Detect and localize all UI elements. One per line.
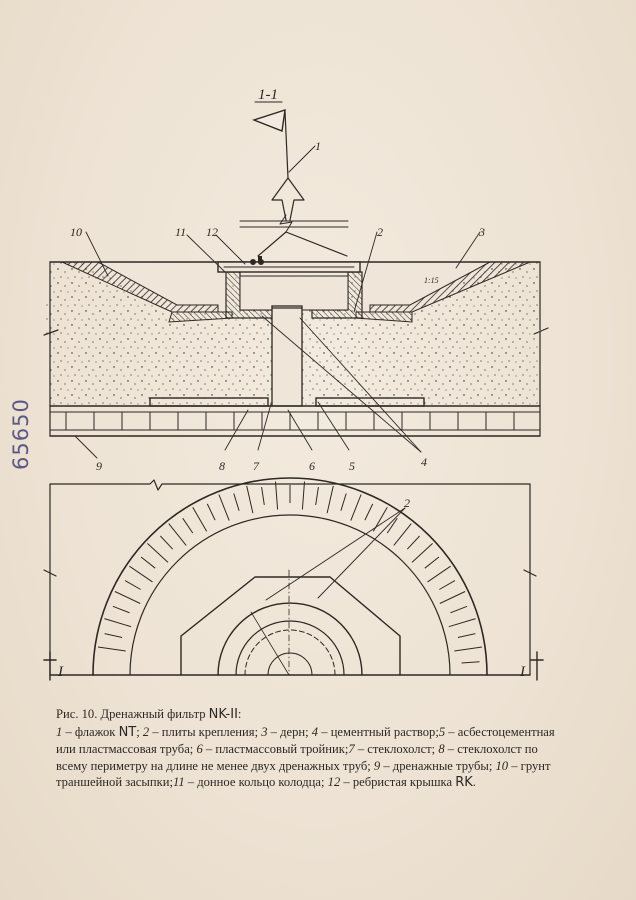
legend-number: 9 — [373, 758, 381, 773]
hatch-stroke — [104, 619, 131, 627]
hatch-stroke — [341, 494, 346, 511]
hatch-stroke — [129, 566, 152, 582]
legend-number: 2 — [142, 724, 150, 739]
callout-8: 8 — [219, 459, 225, 473]
callout-6: 6 — [309, 459, 315, 473]
callout-10: 10 — [70, 225, 82, 239]
legend-number: 8 — [438, 742, 445, 757]
legend-item — [261, 725, 312, 739]
legend-number: 1 — [56, 724, 63, 739]
hatch-stroke — [428, 566, 451, 582]
figure-caption — [56, 706, 566, 792]
legend-item — [312, 725, 439, 739]
legend-text: – пластмассовый тройник; — [202, 742, 349, 757]
hatch-stroke — [147, 543, 168, 562]
legend-text: – стеклохолст по всему периметру на длине не менее двух дренажных труб; — [56, 742, 538, 773]
hatch-stroke — [98, 647, 126, 651]
legend-text: – флажок — [62, 724, 119, 739]
caption-legend — [56, 724, 566, 792]
callout-5: 5 — [349, 459, 355, 473]
callout-3: 3 — [479, 225, 485, 239]
hatch-stroke — [193, 507, 207, 531]
callout-7: 7 — [253, 459, 259, 473]
legend-item — [328, 775, 476, 789]
turf-hatching — [98, 482, 482, 664]
turf-ring-inner — [130, 515, 450, 675]
hatch-stroke — [449, 619, 476, 627]
callout-9: 9 — [96, 459, 102, 473]
hatch-stroke — [407, 536, 419, 549]
tee-outline — [268, 653, 312, 675]
legend-code: RK — [455, 775, 473, 791]
legend-item — [348, 742, 438, 756]
hatch-stroke — [125, 581, 141, 590]
hatch-stroke — [207, 504, 215, 520]
legend-item — [173, 775, 328, 789]
section-view — [44, 87, 548, 473]
hatch-stroke — [458, 634, 476, 638]
hatch-stroke — [412, 543, 433, 562]
pipe-joints — [66, 412, 514, 430]
legend-item — [56, 725, 143, 739]
legend-number: 4 — [311, 724, 319, 739]
legend-text: – дерн; — [267, 724, 312, 739]
caption-title-prefix: Рис. 10. Дренажный фильтр — [56, 707, 209, 721]
flag-marker — [240, 110, 348, 256]
legend-item — [196, 742, 348, 756]
legend-code: NT — [118, 724, 137, 740]
legend-number: 12 — [327, 775, 341, 790]
hatch-stroke — [351, 495, 361, 521]
inventory-number-stamp: 65650 — [9, 398, 33, 470]
hatch-stroke — [105, 634, 123, 638]
callout-2-top: 2 — [377, 225, 383, 239]
hatch-stroke — [183, 518, 193, 533]
callout-2-bottom: 2 — [404, 496, 410, 510]
legend-item — [374, 759, 496, 773]
legend-text: – ребристая крышка — [340, 775, 456, 790]
hatch-stroke — [113, 606, 130, 613]
caption-title-suffix: : — [237, 707, 242, 721]
hatch-stroke — [262, 487, 265, 505]
callout-4: 4 — [421, 455, 427, 469]
section-title: 1-1 — [258, 87, 278, 103]
well-inner — [240, 276, 348, 310]
hatch-stroke — [115, 592, 140, 604]
scale-note: 1:15 — [424, 276, 439, 285]
hatch-stroke — [169, 524, 187, 546]
legend-number: 5 — [438, 724, 446, 739]
legend-number: 3 — [261, 724, 268, 739]
callout-1: 1 — [315, 139, 321, 153]
legend-punct: ; — [136, 724, 143, 739]
callout-12: 12 — [206, 225, 218, 239]
well-ring-inner — [236, 621, 344, 675]
legend-text: – асбестоцементная или пластмассовая труба; — [56, 724, 555, 757]
hatch-stroke — [425, 557, 439, 568]
legend-text: – стеклохолст; — [354, 742, 439, 757]
hatch-stroke — [276, 482, 278, 510]
hatch-stroke — [247, 486, 253, 513]
legend-text: – плиты крепления; — [149, 724, 262, 739]
well-ring-outer — [218, 603, 362, 675]
callout-11: 11 — [175, 225, 187, 239]
legend-number: 11 — [172, 775, 185, 790]
legend-text: – донное кольцо колодца; — [184, 775, 328, 790]
hatch-stroke — [316, 487, 319, 505]
legend-number: 7 — [348, 742, 355, 757]
hatch-stroke — [327, 486, 333, 513]
hatch-stroke — [462, 662, 480, 663]
legend-text: – дренажные трубы; — [380, 758, 496, 773]
hatch-stroke — [234, 494, 239, 511]
hatch-stroke — [160, 536, 172, 549]
fixing-slab-outline — [181, 577, 400, 675]
hatch-stroke — [394, 524, 412, 546]
legend-number: 10 — [495, 758, 509, 773]
legend-item — [143, 725, 261, 739]
hatch-stroke — [440, 592, 465, 604]
legend-text: – грунт траншейной засыпки; — [56, 758, 551, 790]
hatch-stroke — [450, 606, 467, 613]
legend-number: 6 — [196, 742, 203, 757]
hatch-stroke — [219, 495, 229, 521]
hatch-stroke — [365, 504, 373, 520]
plan-view — [44, 478, 543, 680]
hatch-stroke — [439, 581, 455, 590]
legend-punct: . — [472, 775, 476, 790]
hatch-stroke — [141, 557, 155, 568]
caption-title-code: NK-II — [208, 707, 238, 722]
tee-riser — [272, 306, 302, 406]
hatch-stroke — [302, 482, 304, 510]
section-mark-left: I — [58, 664, 63, 680]
caption-title — [56, 706, 566, 724]
hatch-stroke — [387, 518, 397, 533]
hatch-stroke — [454, 647, 482, 651]
legend-text: – цементный раствор; — [318, 724, 439, 739]
section-mark-right: I — [520, 664, 525, 680]
